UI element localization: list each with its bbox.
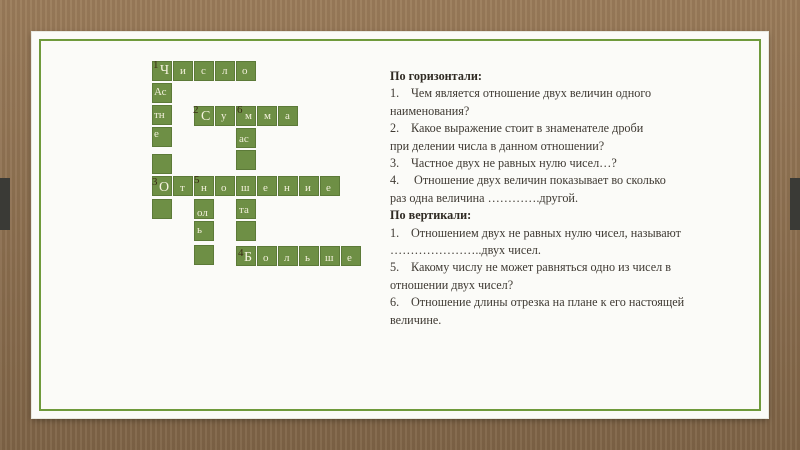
cell-letter: н [284,182,290,194]
crossword-cell[interactable] [152,199,172,219]
vertical-heading: По вертикали: [390,208,472,223]
clue-v6: 6. Отношение длины отрезка на плане к его настоящей [390,295,685,310]
cell-letter: Б [244,250,253,265]
cell-letter: м [245,110,252,122]
cell-letter: н [201,182,207,194]
cell-letter: Ас [154,86,167,98]
clue-number: 4 [238,247,244,259]
clue-v1-cont: …………………..двух чисел. [390,243,541,258]
cell-letter: та [239,204,249,216]
cell-letter: а [285,110,290,122]
cell-letter: е [154,128,159,140]
cell-letter: с [201,65,206,77]
clue-number: 2 [193,104,199,116]
right-edge-tab [790,178,800,230]
horizontal-heading: По горизонтали: [390,69,482,83]
crossword-cell[interactable] [152,154,172,174]
cell-letter: л [284,252,290,264]
clue-h4-cont: раз одна величина ………….другой. [390,190,578,205]
clue-h1-cont: наименования? [390,103,470,118]
clue-v5: 5. Какому числу не может равняться одно из чисел в [390,260,672,275]
cell-letter: ол [197,207,208,219]
crossword-cell[interactable] [236,221,256,241]
clue-h2-cont: при делении числа в данном отношении? [390,138,605,153]
clue-v6-cont: величине. [390,312,442,327]
cell-letter: о [242,65,248,77]
cell-letter: т [180,182,185,194]
clue-h4: 4. Отношение двух величин показывает во сколько [390,173,666,188]
cell-letter: О [159,180,170,195]
cell-letter: ь [305,252,311,264]
cell-letter: и [180,65,186,77]
cell-letter: ш [325,252,334,264]
cell-letter: у [221,110,227,122]
cell-letter: ас [239,133,249,145]
cell-letter: ш [241,182,250,194]
clue-h3: 3. Частное двух не равных нулю чисел…? [390,156,617,171]
clue-number: 1 [153,59,159,71]
clue-v5-cont: отношении двух чисел? [390,277,514,292]
cell-letter: е [263,182,268,194]
clues-panel [390,68,760,329]
cell-letter: о [263,252,269,264]
clue-h2: 2. Какое выражение стоит в знаменателе дроби [390,121,644,136]
cell-letter: е [326,182,331,194]
left-edge-tab [0,178,10,230]
cell-letter: о [221,182,227,194]
cell-letter: м [264,110,271,122]
cell-letter: Ч [160,63,170,78]
cell-letter: тн [154,109,165,121]
clue-number: 6 [237,104,243,116]
clue-number: 3 [152,176,158,188]
cell-letter: е [347,252,352,264]
crossword-cell[interactable] [236,150,256,170]
clue-h1: 1. Чем является отношение двух величин одного [390,86,652,101]
crossword-cell[interactable] [194,245,214,265]
clue-number: 5 [194,174,200,186]
cell-letter: л [222,65,228,77]
cell-letter: ь [197,224,203,236]
cell-letter: С [201,109,211,124]
cell-letter: и [305,182,311,194]
clue-v1: 1. Отношением двух не равных нулю чисел, называют [390,225,681,240]
